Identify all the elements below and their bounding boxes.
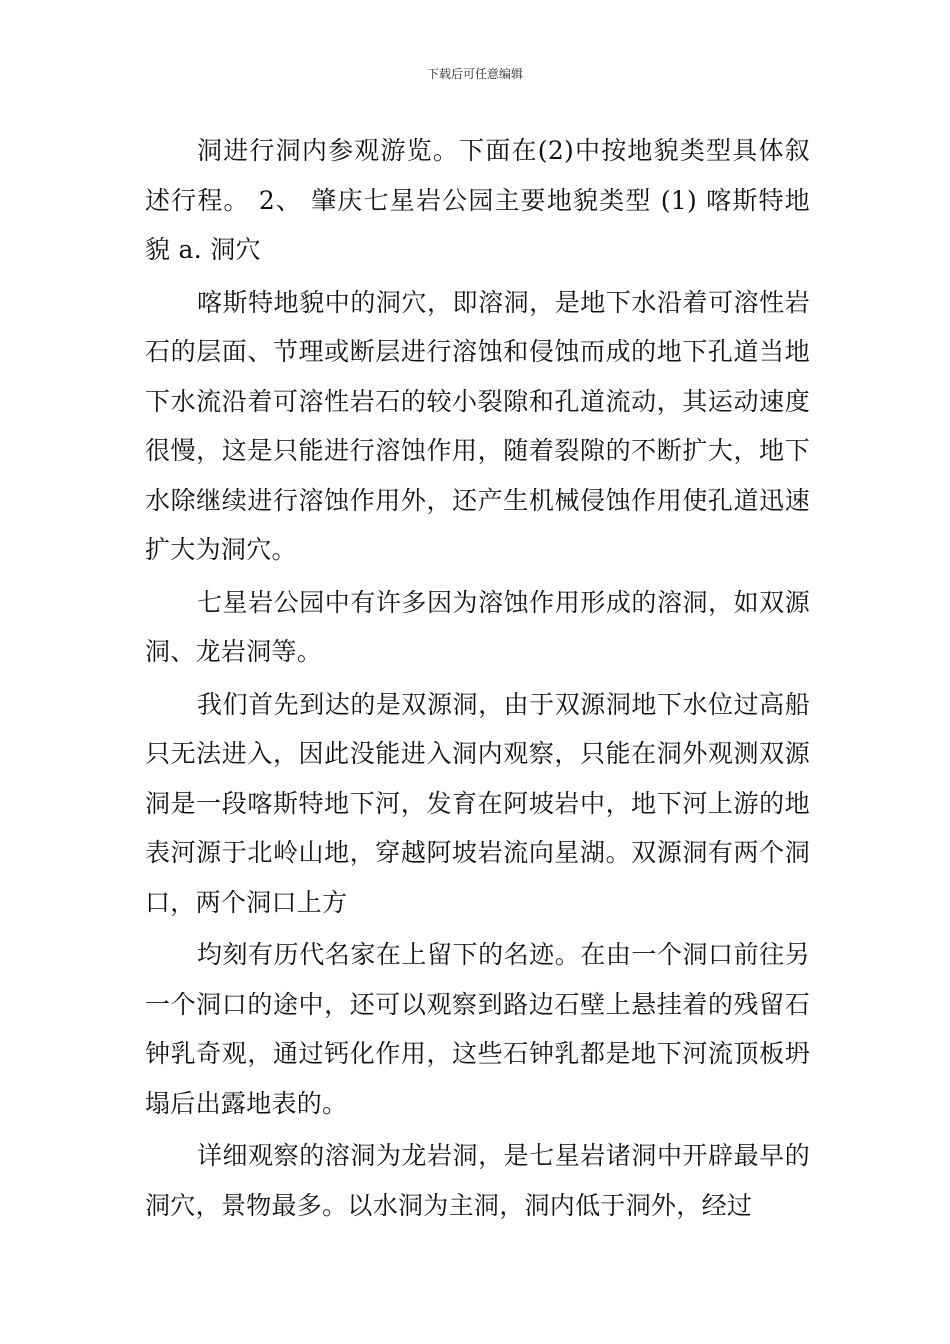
paragraph-5: 均刻有历代名家在上留下的名迹。在由一个洞口前往另一个洞口的途中，还可以观察到路边石壁上悬挂着的残留石钟乳奇观，通过钙化作用，这些石钟乳都是地下河流顶板坍塌后出露地表的。	[145, 940, 810, 1118]
document-body	[145, 126, 810, 1233]
paragraph-6: 详细观察的溶洞为龙岩洞，是七星岩诸洞中开辟最早的洞穴，景物最多。以水洞为主洞，洞内低于洞外，经过	[145, 1141, 810, 1220]
paragraph-4: 我们首先到达的是双源洞，由于双源洞地下水位过高船只无法进入，因此没能进入洞内观察，只能在洞外观测双源洞是一段喀斯特地下河，发育在阿坡岩中，地下河上游的地表河源于北岭山地，穿越阿坡岩流向星湖。双源洞有两个洞口，两个洞口上方	[145, 689, 810, 917]
paragraph-2: 喀斯特地貌中的洞穴，即溶洞，是地下水沿着可溶性岩石的层面、节理或断层进行溶蚀和侵蚀而成的地下孔道当地下水流沿着可溶性岩石的较小裂隙和孔道流动，其运动速度很慢，这是只能进行溶蚀作用，随着裂隙的不断扩大，地下水除继续进行溶蚀作用外，还产生机械侵蚀作用使孔道迅速扩大为洞穴。	[145, 287, 810, 564]
paragraph-1: 洞进行洞内参观游览。下面在(2)中按地貌类型具体叙述行程。 2、 肇庆七星岩公园主要地貌类型 (1) 喀斯特地貌 a. 洞穴	[145, 136, 810, 264]
page-header: 下载后可任意编辑	[426, 67, 523, 81]
paragraph-3: 七星岩公园中有许多因为溶蚀作用形成的溶洞，如双源洞、龙岩洞等。	[145, 587, 810, 666]
